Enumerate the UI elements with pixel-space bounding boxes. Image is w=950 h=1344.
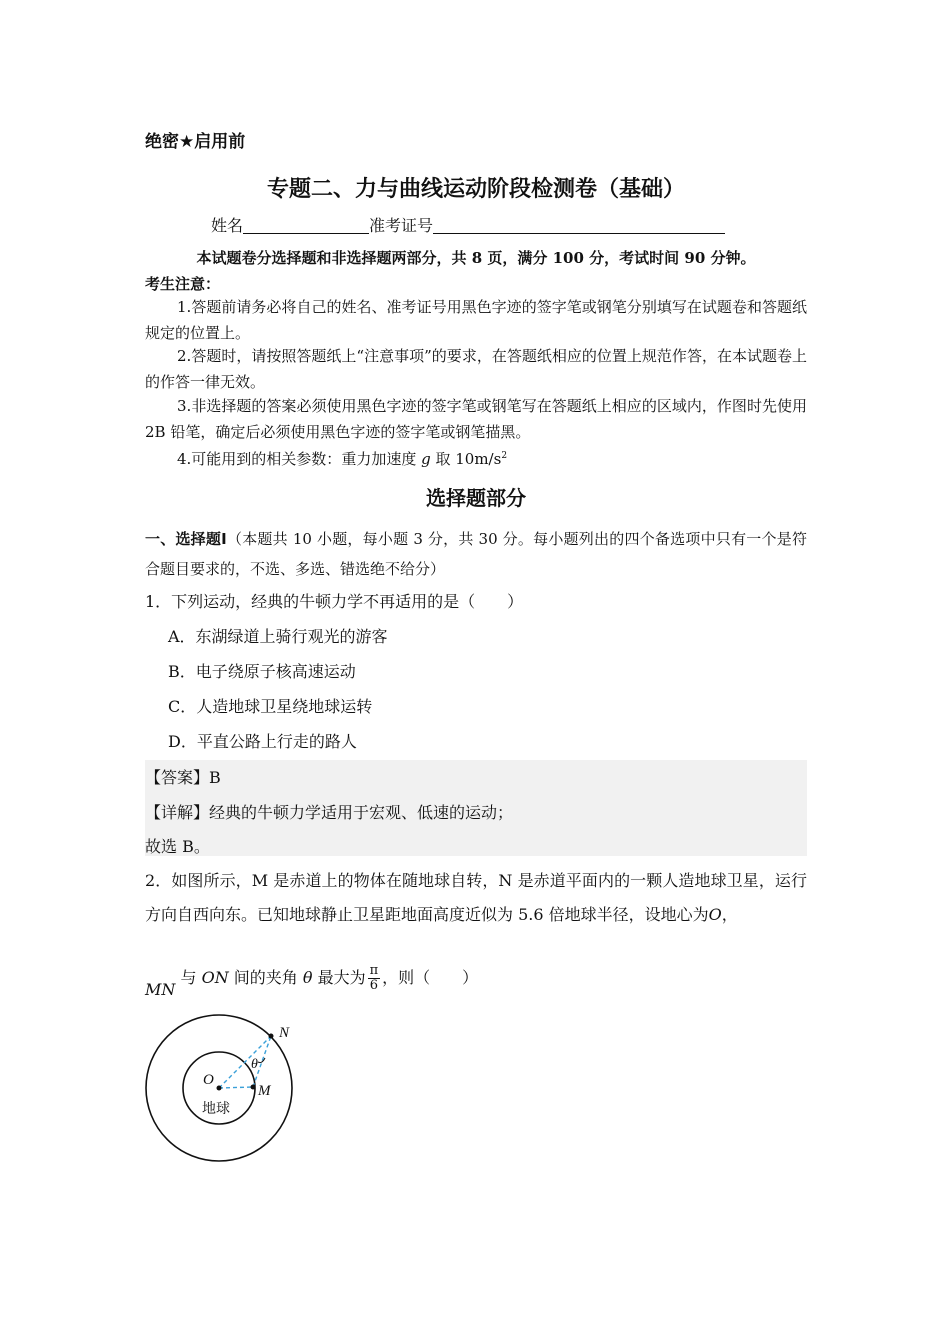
part1-desc: （本题共 10 小题，每小题 3 分，共 30 分。每小题列出的四个备选项中只有一个是符合题目要求的，不选、多选、错选绝不给分） xyxy=(145,530,807,578)
pi-over-six: $\frac{\pi}{6}$ xyxy=(369,963,379,993)
line-OM xyxy=(219,1087,253,1088)
line-ON xyxy=(219,1036,271,1088)
label-N: N xyxy=(279,1025,290,1041)
exam-id-blank[interactable] xyxy=(433,216,725,234)
theta-arc xyxy=(258,1058,265,1063)
name-label: 姓名 xyxy=(211,216,244,235)
part1-label: 一、选择题Ⅰ xyxy=(145,530,227,548)
label-M: M xyxy=(258,1083,271,1099)
section-title: 选择题部分 xyxy=(426,486,526,510)
intro-text: 本试题卷分选择题和非选择题两部分，共 8 页，满分 100 分，考试时间 90 分钟。 xyxy=(196,249,756,267)
q1-option-a[interactable]: A．东湖绿道上骑行观光的游客 xyxy=(168,627,388,646)
notice-heading: 考生注意： xyxy=(145,275,221,293)
q1-option-b[interactable]: B．电子绕原子核高速运动 xyxy=(168,662,356,681)
point-O xyxy=(217,1086,222,1091)
name-row xyxy=(211,213,725,236)
exam-id-label: 准考证号 xyxy=(369,216,434,235)
q1-option-c[interactable]: C．人造地球卫星绕地球运转 xyxy=(168,697,373,716)
q1-answer-box xyxy=(145,760,807,856)
notice-item-2: 2.答题时，请按照答题纸上“注意事项”的要求，在答题纸相应的位置上规范作答，在本试题卷上的作答一律无效。 xyxy=(145,347,807,391)
label-O: O xyxy=(203,1072,214,1088)
label-earth: 地球 xyxy=(202,1101,230,1117)
part1-header xyxy=(145,524,807,584)
q1-stem: 1．下列运动，经典的牛顿力学不再适用的是（ ） xyxy=(145,592,524,611)
orbit-diagram xyxy=(145,1012,305,1172)
name-blank[interactable] xyxy=(243,216,369,234)
secret-mark: 绝密★启用前 xyxy=(145,132,246,152)
page-title: 专题二、力与曲线运动阶段检测卷（基础） xyxy=(266,177,685,202)
notice-item-4: 4.可能用到的相关参数：重力加速度 g 取 $10m/s^2$ xyxy=(177,450,508,468)
q1-option-d[interactable]: D．平直公路上行走的路人 xyxy=(168,732,357,751)
q2-stem-continued: MN 与 ON 间的夹角 θ 最大为 $\frac{\pi}{6}$ ，则（ ） xyxy=(145,963,479,999)
notice-item-3: 3.非选择题的答案必须使用黑色字迹的签字笔或钢笔写在答题纸上相应的区域内，作图时先使用 2B 铅笔，确定后必须使用黑色字迹的签字笔或钢笔描黑。 xyxy=(145,397,807,441)
q2-stem: 2．如图所示，M 是赤道上的物体在随地球自转，N 是赤道平面内的一颗人造地球卫星，运行方向自西向东。已知地球静止卫星距地面高度近似为 5.6 倍地球半径，设地心为O， xyxy=(145,871,807,924)
q1-answer: 【答案】B xyxy=(145,768,221,787)
label-theta: θ xyxy=(251,1057,258,1072)
point-M xyxy=(251,1085,256,1090)
q1-conclusion: 故选 B。 xyxy=(145,837,210,856)
notice-item-1: 1.答题前请务必将自己的姓名、准考证号用黑色字迹的签字笔或钢笔分别填写在试题卷和答题纸规定的位置上。 xyxy=(145,298,807,342)
point-N xyxy=(269,1034,274,1039)
q1-detail: 【详解】经典的牛顿力学适用于宏观、低速的运动； xyxy=(145,803,514,822)
